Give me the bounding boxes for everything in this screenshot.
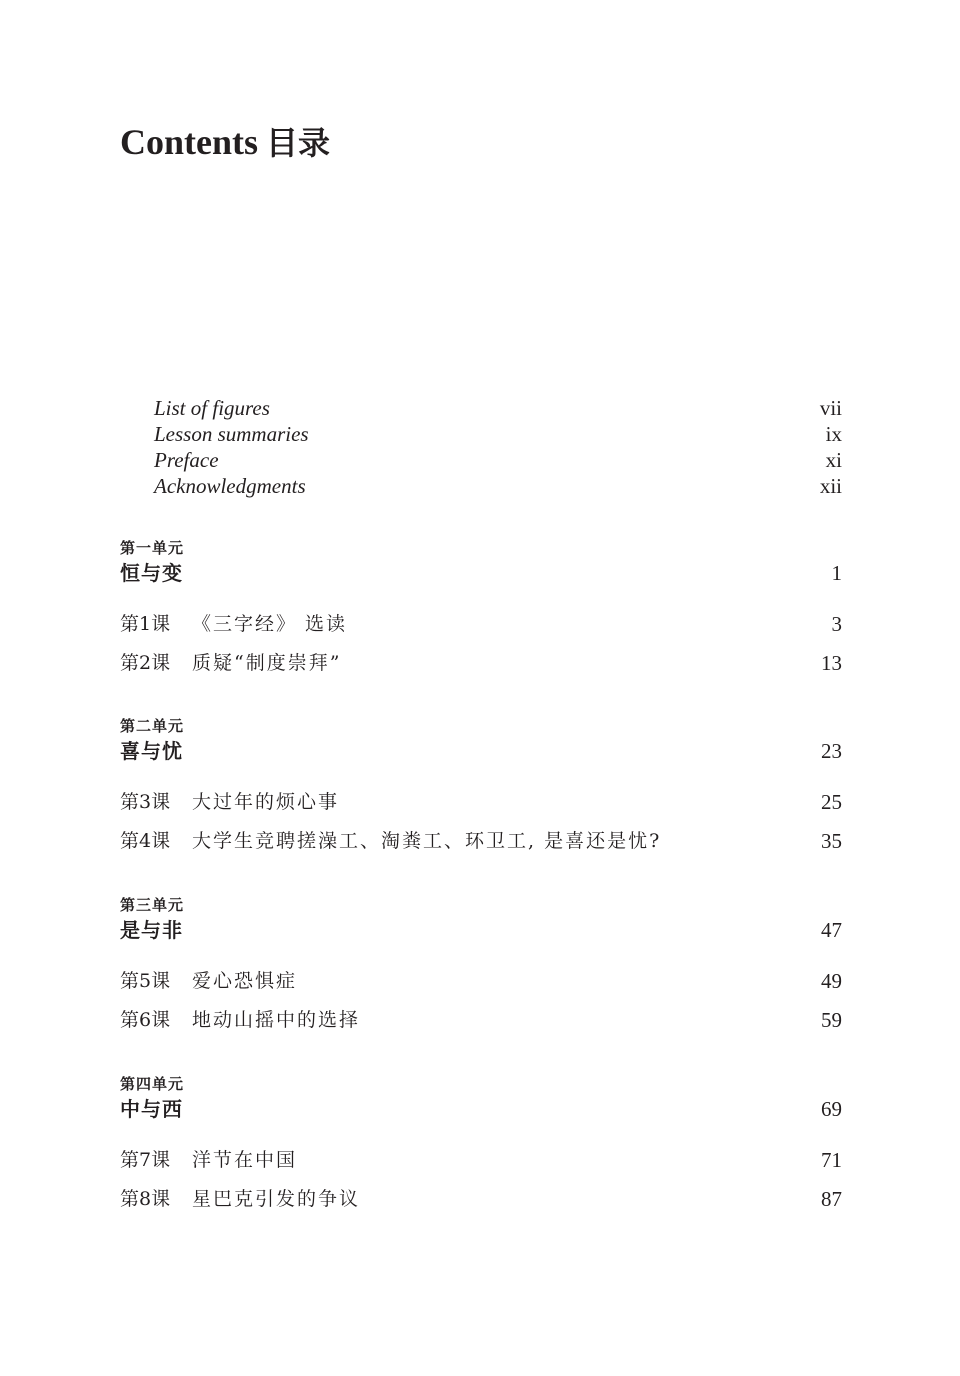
unit-label: 第四单元 bbox=[120, 1075, 185, 1093]
lesson-number: 第7课 bbox=[120, 1149, 171, 1171]
lesson-title: 爱心恐惧症 bbox=[192, 970, 298, 992]
page-title-en: Contents bbox=[120, 122, 259, 162]
front-matter-item[interactable] bbox=[154, 447, 842, 473]
page-number: 71 bbox=[821, 1148, 842, 1172]
page-number: 87 bbox=[821, 1187, 842, 1211]
unit-title: 恒与变 bbox=[120, 561, 183, 585]
page-number: 13 bbox=[821, 651, 842, 675]
front-matter-label: Acknowledgments bbox=[154, 474, 306, 498]
lesson-title: 洋节在中国 bbox=[192, 1149, 298, 1171]
unit-label: 第三单元 bbox=[120, 896, 185, 914]
page-number: 69 bbox=[821, 1097, 842, 1121]
lesson-entry[interactable] bbox=[120, 967, 842, 995]
unit-label: 第二单元 bbox=[120, 717, 185, 735]
front-matter-label: List of figures bbox=[154, 396, 270, 420]
lesson-title: 《三字经》 选读 bbox=[192, 613, 348, 635]
lesson-number: 第1课 bbox=[120, 613, 171, 635]
lesson-entry[interactable] bbox=[120, 827, 842, 855]
page-title-zh: 目录 bbox=[266, 124, 331, 162]
page-number: xii bbox=[819, 474, 842, 498]
page-number: 47 bbox=[821, 918, 842, 942]
page-title bbox=[120, 118, 330, 167]
lesson-title: 地动山摇中的选择 bbox=[192, 1009, 361, 1031]
front-matter-label: Lesson summaries bbox=[154, 422, 309, 446]
unit-entry[interactable] bbox=[120, 737, 842, 765]
page-number: 49 bbox=[821, 969, 842, 993]
lesson-number: 第3课 bbox=[120, 791, 171, 813]
unit-title: 是与非 bbox=[120, 918, 183, 942]
page-number: 35 bbox=[821, 829, 842, 853]
lesson-entry[interactable] bbox=[120, 1146, 842, 1174]
page-number: 59 bbox=[821, 1008, 842, 1032]
lesson-title: 大过年的烦心事 bbox=[192, 791, 340, 813]
lesson-number: 第8课 bbox=[120, 1188, 171, 1210]
page-number: vii bbox=[819, 396, 842, 420]
unit-title: 喜与忧 bbox=[120, 739, 183, 763]
unit-entry[interactable] bbox=[120, 559, 842, 587]
unit-entry[interactable] bbox=[120, 916, 842, 944]
page-number: xi bbox=[825, 448, 842, 472]
lesson-title: 大学生竞聘搓澡工、淘粪工、环卫工, 是喜还是忧? bbox=[192, 830, 662, 852]
lesson-number: 第6课 bbox=[120, 1009, 171, 1031]
lesson-title: 质疑“制度崇拜” bbox=[192, 652, 342, 674]
front-matter-label: Preface bbox=[154, 448, 219, 472]
lesson-entry[interactable] bbox=[120, 1185, 842, 1213]
unit-entry[interactable] bbox=[120, 1095, 842, 1123]
lesson-number: 第4课 bbox=[120, 830, 171, 852]
unit-title: 中与西 bbox=[120, 1097, 183, 1121]
front-matter-item[interactable] bbox=[154, 395, 842, 421]
lesson-title: 星巴克引发的争议 bbox=[192, 1188, 361, 1210]
front-matter-item[interactable] bbox=[154, 421, 842, 447]
lesson-entry[interactable] bbox=[120, 649, 842, 677]
lesson-number: 第5课 bbox=[120, 970, 171, 992]
front-matter-item[interactable] bbox=[154, 473, 842, 499]
lesson-entry[interactable] bbox=[120, 788, 842, 816]
unit-label: 第一单元 bbox=[120, 539, 185, 557]
page-number: 3 bbox=[831, 612, 842, 636]
page-number: ix bbox=[825, 422, 842, 446]
lesson-entry[interactable] bbox=[120, 610, 842, 638]
lesson-number: 第2课 bbox=[120, 652, 171, 674]
page-number: 25 bbox=[821, 790, 842, 814]
lesson-entry[interactable] bbox=[120, 1006, 842, 1034]
page-number: 23 bbox=[821, 739, 842, 763]
page-number: 1 bbox=[831, 561, 842, 585]
